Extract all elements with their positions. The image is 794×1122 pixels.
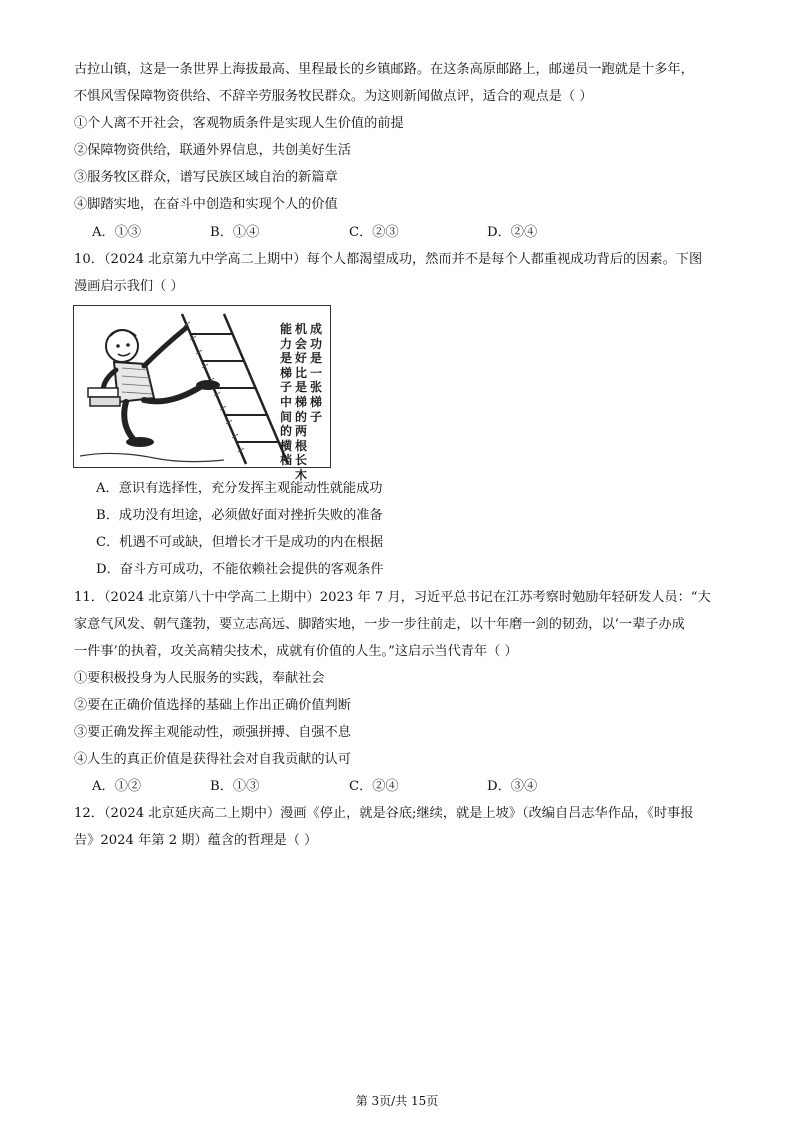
comic-text-column-3: 能力是梯子中间的横档 — [279, 322, 292, 468]
comic-text-column-1: 成功是一张梯子 — [309, 322, 322, 424]
q10-option-b: B．成功没有坦途，必须做好面对挫折失败的准备 — [96, 508, 383, 523]
q9-option-d: D．②④ — [487, 225, 538, 240]
q11-statement-3: ③要正确发挥主观能动性，顽强拼搏、自强不息 — [74, 725, 351, 740]
q11-statement-4: ④人生的真正价值是获得社会对自我贡献的认可 — [74, 752, 351, 767]
q12-stem-line-2: 告》2024 年第 2 期）蕴含的哲理是（ ） — [74, 833, 318, 848]
q11-stem-line-2: 家意气风发、朝气蓬勃，要立志高远、脚踏实地，一步一步往前走，以十年磨一剑的韧劲，以‘一辈子办成 — [74, 617, 685, 632]
q11-option-c: C．②④ — [349, 779, 399, 794]
q9-stem-line-2: 不惧风雪保障物资供给、不辞辛劳服务牧民群众。为这则新闻做点评，适合的观点是（ ） — [74, 89, 593, 104]
q11-stem-line-3: 一件事’的执着，攻关高精尖技术，成就有价值的人生。”这启示当代青年（ ） — [74, 644, 518, 659]
q10-comic-image — [73, 305, 331, 482]
q11-statement-2: ②要在正确价值选择的基础上作出正确价值判断 — [74, 698, 351, 713]
q12-stem-line-1: 12．（2024 北京延庆高二上期中）漫画《停止，就是谷底;继续，就是上坡》（改编自吕志华作品，《时事报 — [74, 806, 694, 821]
q9-option-c: C．②③ — [349, 225, 399, 240]
q9-statement-3: ③服务牧区群众，谱写民族区域自治的新篇章 — [74, 170, 338, 185]
q10-option-d: D．奋斗方可成功，不能依赖社会提供的客观条件 — [96, 562, 384, 577]
q10-stem-line-2: 漫画启示我们（ ） — [74, 279, 184, 294]
q9-statement-4: ④脚踏实地，在奋斗中创造和实现个人的价值 — [74, 197, 338, 212]
q9-option-a: A．①③ — [92, 225, 142, 240]
q9-statement-2: ②保障物资供给，联通外界信息，共创美好生活 — [74, 143, 351, 158]
q11-option-d: D．③④ — [487, 779, 538, 794]
comic-text-column-2: 机会好比是梯的两根长木 — [294, 322, 307, 482]
q9-option-b: B．①④ — [210, 225, 260, 240]
q9-statement-1: ①个人离不开社会，客观物质条件是实现人生价值的前提 — [74, 116, 404, 131]
page-number: 第 3页/共 15页 — [355, 1094, 439, 1108]
q11-statement-1: ①要积极投身为人民服务的实践，奉献社会 — [74, 671, 325, 686]
q11-option-a: A．①② — [92, 779, 142, 794]
q10-stem-line-1: 10．（2024 北京第九中学高二上期中）每个人都渴望成功，然而并不是每个人都重视成功背后的因素。下图 — [74, 252, 703, 267]
q10-option-a: A．意识有选择性，充分发挥主观能动性就能成功 — [96, 481, 383, 496]
q11-option-b: B．①③ — [210, 779, 260, 794]
q10-option-c: C．机遇不可或缺，但增长才干是成功的内在根据 — [96, 535, 384, 550]
q9-stem-line-1: 古拉山镇，这是一条世界上海拔最高、里程最长的乡镇邮路。在这条高原邮路上，邮递员一跑就是十多年， — [74, 62, 694, 77]
q11-stem-line-1: 11．（2024 北京第八十中学高二上期中）2023 年 7 月，习近平总书记在江苏考察时勉励年轻研发人员：“大 — [74, 590, 711, 605]
